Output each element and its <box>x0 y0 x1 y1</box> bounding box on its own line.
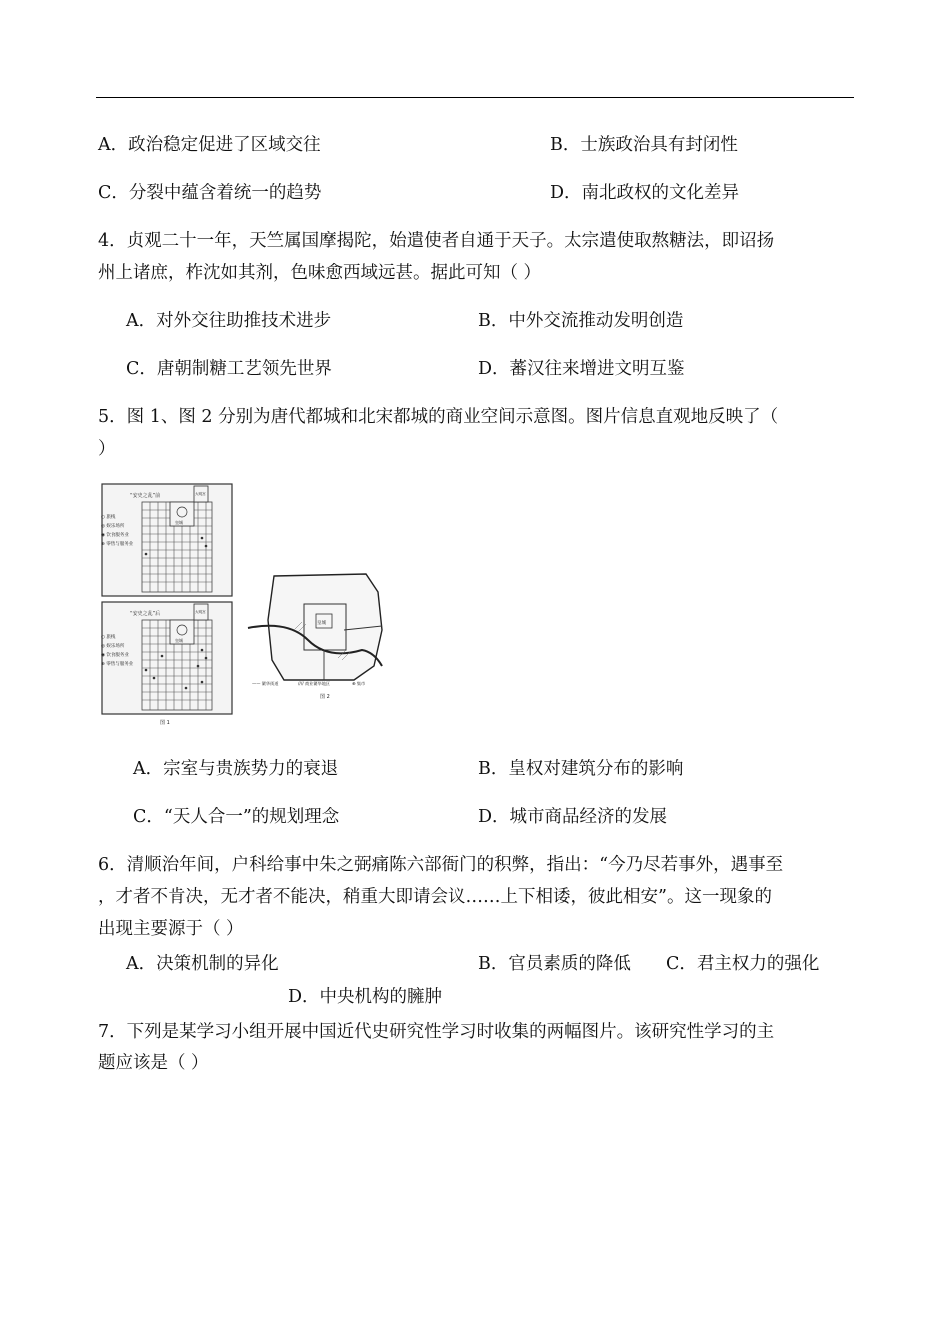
fig1-legend-4: ⊕ 零售与服务业 <box>101 542 134 547</box>
fig2-legend-2: //// 商业繁华地区 <box>298 681 331 686</box>
q3-option-c[interactable]: C．分裂中蕴含着统一的趋势 <box>98 183 322 203</box>
q6-option-c[interactable]: C．君主权力的强化 <box>666 954 820 974</box>
fig1-bottom-title: “安史之乱”后 <box>130 611 161 617</box>
fig1-bottom-legend-4: ⊕ 零售与服务业 <box>101 662 134 667</box>
fig1-bottom-legend-3: ◉ 饮食服务业 <box>101 653 129 658</box>
city-maps-figure <box>98 480 392 732</box>
q5-stem-line1: 5．图 1、图 2 分别为唐代都城和北宋都城的商业空间示意图。图片信息直观地反映了（ <box>98 407 779 427</box>
fig2-center-label: 皇城 <box>317 621 326 626</box>
fig1-bottom-legend-1: ○ 旅栈 <box>101 635 116 640</box>
q7-stem-line1: 7．下列是某学习小组开展中国近代史研究性学习时收集的两幅图片。该研究性学习的主 <box>98 1022 775 1042</box>
fig2-legend-1: —— 繁华街道 <box>252 681 279 686</box>
q7-stem-line2: 题应该是（ ） <box>98 1053 209 1073</box>
q3-option-a[interactable]: A．政治稳定促进了区域交往 <box>98 135 321 155</box>
q4-option-c[interactable]: C．唐朝制糖工艺领先世界 <box>126 359 332 379</box>
fig1-legend-1: ○ 旅栈 <box>101 515 116 520</box>
q6-option-d[interactable]: D．中央机构的臃肿 <box>288 987 443 1007</box>
q4-option-a[interactable]: A．对外交往助推技术进步 <box>126 311 332 331</box>
fig1-top-title: “安史之乱”前 <box>130 493 161 499</box>
fig1-bottom-legend-2: ◎ 娱乐场所 <box>101 644 125 649</box>
fig2-legend-3: ⊕ 集市 <box>352 681 366 686</box>
q4-option-b[interactable]: B．中外交流推动发明创造 <box>478 311 684 331</box>
fig1-top-map <box>101 484 232 596</box>
q4-stem-line1: 4．贞观二十一年，天竺属国摩揭陀，始遣使者自通于天子。太宗遣使取熬糖法，即诏扬 <box>98 231 775 251</box>
fig1-bottom-map <box>101 602 232 726</box>
q5-option-c[interactable]: C．“天人合一”的规划理念 <box>133 807 340 827</box>
q5-option-b[interactable]: B．皇权对建筑分布的影响 <box>478 759 684 779</box>
q4-stem-line2: 州上诸庶，柞沈如其剂，色味愈西域远甚。据此可知（ ） <box>98 263 542 283</box>
fig1-legend-3: ◉ 饮食服务业 <box>101 533 129 538</box>
q6-stem-line1: 6．清顺治年间，户科给事中朱之弼痛陈六部衙门的积弊，指出：“今乃尽若事外，遇事至 <box>98 855 784 875</box>
header-rule <box>96 97 854 98</box>
q3-option-b[interactable]: B．士族政治具有封闭性 <box>550 135 738 155</box>
fig1-top-city-label: 皇城 <box>175 520 183 525</box>
q6-stem-line3: 出现主要源于（ ） <box>98 919 244 939</box>
q6-option-a[interactable]: A．决策机制的异化 <box>126 954 279 974</box>
q3-option-d[interactable]: D．南北政权的文化差异 <box>550 183 740 203</box>
fig1-legend-2: ◎ 娱乐场所 <box>101 524 125 529</box>
q6-stem-line2: ，才者不肯决，无才者不能决，稍重大即请会议……上下相诿，彼此相安”。这一现象的 <box>98 887 772 907</box>
q5-option-a[interactable]: A．宗室与贵族势力的衰退 <box>133 759 339 779</box>
fig2-map <box>248 574 382 700</box>
fig1-top-palace: 大明宫 <box>195 492 206 496</box>
q6-option-b[interactable]: B．官员素质的降低 <box>478 954 631 974</box>
fig1-bottom-city-label: 皇城 <box>175 638 183 643</box>
q4-option-d[interactable]: D．蕃汉往来增进文明互鉴 <box>478 359 685 379</box>
q5-stem-line2: ） <box>98 439 116 459</box>
fig1-bottom-palace: 大明宫 <box>195 610 206 614</box>
fig1-caption: 图 1 <box>160 720 170 726</box>
fig2-caption: 图 2 <box>320 694 330 700</box>
q5-option-d[interactable]: D．城市商品经济的发展 <box>478 807 668 827</box>
